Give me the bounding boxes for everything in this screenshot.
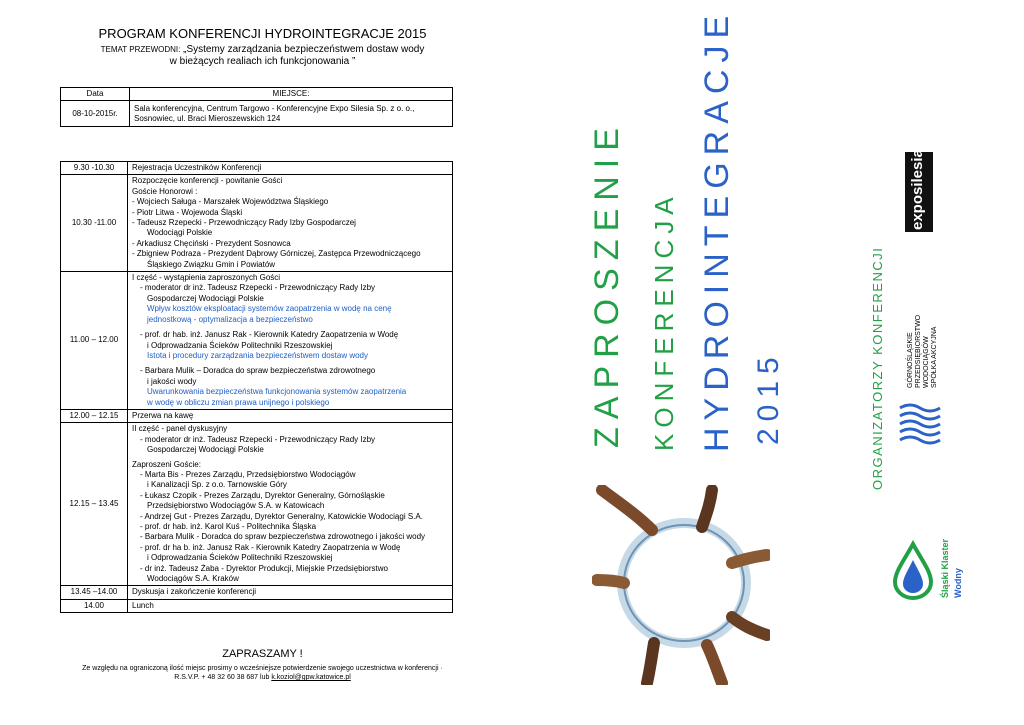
schedule-line: Przedsiębiorstwo Wodociągów S.A. w Katowicach (147, 501, 325, 511)
schedule-text: Rejestracja Uczestników Konferencji (128, 162, 453, 175)
schedule-row (61, 162, 453, 175)
gpw-logo-line: GÓRNOŚLĄSKIE (907, 332, 914, 388)
exposilesia-logo-text: exposilesia (909, 149, 926, 230)
schedule-time: 13.45 –14.00 (61, 586, 128, 599)
schedule-text (128, 175, 453, 272)
schedule-line: Wodociągów S.A. Kraków (147, 574, 239, 584)
lecture-title: Uwarunkowania bezpieczeństwa funkcjonowania systemów zaopatrzenia (147, 387, 407, 397)
venue-date: 08-10-2015r. (61, 101, 130, 127)
schedule-line: i Odprowadzania Ścieków Politechniki Rzeszowskiej (147, 553, 333, 563)
schedule-line: - prof. dr ha b. inż. Janusz Rak - Kierownik Katedry Zaopatrzenia w Wodę (140, 542, 401, 552)
schedule-line: Gospodarczej Wodociągi Polskie (147, 293, 264, 303)
schedule-line: i Kanalizacji Sp. z o.o. Tarnowskie Góry (147, 480, 287, 490)
rsvp-note (40, 664, 485, 682)
hands-water-ring-image (592, 485, 770, 685)
schedule-line: - Andrzej Gut - Prezes Zarządu, Dyrektor Generalny, Katowickie Wodociągi S.A. (140, 511, 423, 521)
cover-event-year: 2015 (752, 350, 785, 445)
venue-table (60, 87, 453, 127)
venue-place-line: Sosnowiec, ul. Braci Mieroszewskich 124 (134, 113, 281, 123)
schedule-text: Lunch (128, 599, 453, 612)
gpw-logo-line: PRZEDSIĘBIORSTWO (915, 314, 922, 388)
theme-label: TEMAT PRZEWODNI: (100, 45, 181, 54)
lecture-title: Wpływ kosztów eksploatacji systemów zaopatrzenia w wodę na cenę (147, 304, 392, 314)
lecture-title: w wodę w obliczu zmian prawa unijnego i polskiego (147, 397, 330, 407)
venue-date-header: Data (61, 88, 130, 101)
schedule-table (60, 161, 453, 613)
schedule-line: - Łukasz Czopik - Prezes Zarządu, Dyrektor Generalny, Górnośląskie (140, 490, 385, 500)
schedule-line: - Zbigniew Podraza - Prezydent Dąbrowy Górniczej, Zastępca Przewodniczącego (132, 249, 421, 259)
exposilesia-logo (905, 149, 933, 232)
schedule-time: 12.15 – 13.45 (61, 423, 128, 586)
schedule-line: - moderator dr inż. Tadeusz Rzepecki - Przewodniczący Rady Izby (140, 283, 376, 293)
schedule-line: - Piotr Litwa - Wojewoda Śląski (132, 207, 243, 217)
gpw-logo-line: SPÓŁKA AKCYJNA (931, 326, 938, 388)
schedule-time: 10.30 -11.00 (61, 175, 128, 272)
lecture-title: Istota i procedury zarządzania bezpieczeństwem dostaw wody (147, 350, 368, 360)
theme-line-2: w bieżących realiach ich funkcjonowania ” (169, 56, 356, 67)
schedule-time: 14.00 (61, 599, 128, 612)
cover-invite-heading: ZAPROSZENIE (588, 120, 626, 448)
schedule-line: i jakości wody (147, 376, 197, 386)
schedule-line: - Arkadiusz Chęciński - Prezydent Sosnowca (132, 238, 291, 248)
schedule-text: Dyskusja i zakończenie konferencji (128, 586, 453, 599)
rsvp-email-link[interactable]: k.koziol@gpw.katowice.pl (271, 674, 351, 681)
invitation-closing: ZAPRASZAMY ! (222, 648, 303, 660)
schedule-time: 12.00 – 12.15 (61, 409, 128, 422)
schedule-line: - Barbara Mulik - Doradca do spraw bezpieczeństwa zdrowotnego i jakości wody (140, 532, 426, 542)
water-cluster-drop-logo (889, 540, 937, 600)
schedule-row (61, 175, 453, 272)
schedule-line: - moderator dr inż. Tadeusz Rzepecki - Przewodniczący Rady Izby (140, 434, 376, 444)
schedule-row (61, 586, 453, 599)
schedule-line: Wodociągi Polskie (147, 228, 213, 238)
schedule-text: Przerwa na kawę (128, 409, 453, 422)
schedule-line: - prof. dr hab. inż. Janusz Rak - Kierownik Katedry Zaopatrzenia w Wodę (140, 330, 399, 340)
water-cluster-name: Śląski Klaster (940, 538, 950, 598)
schedule-line: II część - panel dyskusyjny (132, 424, 228, 434)
schedule-text (128, 272, 453, 410)
schedule-line: Goście Honorowi : (132, 186, 198, 196)
venue-place (130, 101, 453, 127)
schedule-time: 9.30 -10.30 (61, 162, 128, 175)
schedule-line: - prof. dr hab. inż. Karol Kuś - Politechnika Śląska (140, 522, 317, 531)
theme-line-1: „Systemy zarządzania bezpieczeństwem dostaw wody (183, 44, 425, 55)
schedule-text (128, 423, 453, 586)
gpw-logo-text (907, 315, 939, 388)
cover-event-name: HYDROINTEGRACJE (698, 8, 736, 452)
schedule-line: Gospodarczej Wodociągi Polskie (147, 445, 264, 455)
schedule-line: Rozpoczęcie konferencji - powitanie Gości (132, 176, 283, 186)
venue-place-header: MIEJSCE: (130, 88, 453, 101)
organizers-heading: ORGANIZATORZY KONFERENCJI (870, 246, 885, 490)
cover-conference-heading: KONFERENCJA (649, 191, 679, 451)
program-theme (60, 44, 465, 68)
schedule-row (61, 409, 453, 422)
gpw-logo-line: WODOCIĄGÓW (923, 336, 930, 388)
schedule-line: - Barbara Mulik – Doradca do spraw bezpieczeństwa zdrowotnego (140, 366, 376, 376)
rsvp-phone: R.S.V.P. + 48 32 60 38 687 lub (174, 674, 272, 681)
venue-place-line: Sala konferencyjna, Centrum Targowo - Konferencyjne Expo Silesia Sp. z o. o., (134, 103, 415, 113)
rsvp-line: Ze względu na ograniczoną ilość miejsc prosimy o wcześniejsze potwierdzenie swojego uczestnictwa w konferencji · (82, 665, 443, 672)
schedule-time: 11.00 – 12.00 (61, 272, 128, 410)
schedule-line: Zaproszeni Goście: (132, 459, 201, 469)
schedule-row (61, 423, 453, 586)
schedule-line: Śląskiego Związku Gmin i Powiatów (147, 259, 276, 269)
schedule-row (61, 272, 453, 410)
schedule-line: I część - wystąpienia zaproszonych Gości (132, 273, 281, 283)
schedule-row (61, 599, 453, 612)
lecture-title: jednostkową - optymalizacja a bezpieczeństwo (147, 314, 313, 324)
schedule-line: - dr inż. Tadeusz Żaba - Dyrektor Produkcji, Miejskie Przedsiębiorstwo (140, 563, 388, 573)
water-cluster-name-2: Wodny (953, 568, 963, 598)
gpw-wave-logo (898, 400, 942, 446)
schedule-line: - Marta Bis - Prezes Zarządu, Przedsiębiorstwo Wodociągów (140, 469, 356, 479)
schedule-line: - Tadeusz Rzepecki - Przewodniczący Rady Izby Gospodarczej (132, 218, 356, 228)
schedule-line: i Odprowadzania Ścieków Politechniki Rzeszowskiej (147, 340, 333, 350)
program-title: PROGRAM KONFERENCJI HYDROINTEGRACJE 2015 (98, 26, 427, 41)
schedule-line: - Wojciech Saługa - Marszałek Województwa Śląskiego (132, 197, 329, 207)
